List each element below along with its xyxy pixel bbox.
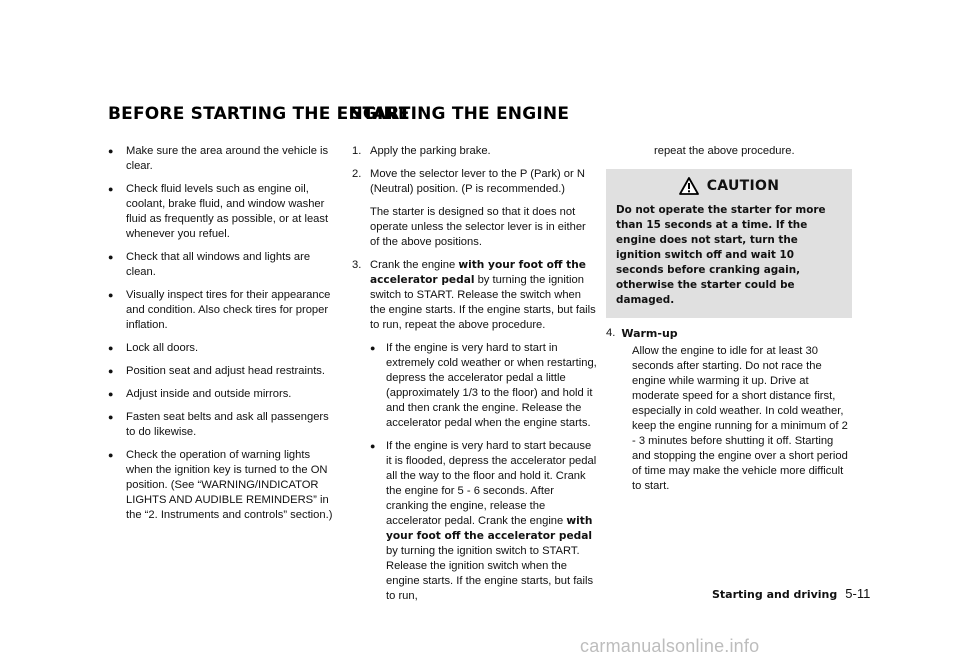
list-item: ● If the engine is very hard to start because it is flooded, depress the accelerator pedal all the way to the floor and hold it. Crank the engine for 5 - 6 seconds. After cranking the engine, release the accelerator pedal. Crank the engine with your foot off the accelerator pedal by turning the ignition switch to START. Release the ignition switch when the engine starts. If the engine starts, but fails to run, [370, 440, 597, 602]
bullet-icon: ● [108, 343, 114, 353]
step-2 [352, 167, 598, 250]
heading-before-starting: BEFORE STARTING THE ENGINE [108, 104, 410, 124]
list-item: ● Check the operation of warning lights when the ignition key is turned to the ON position. (See “WARNING/INDICATOR LIGHTS AND AUDIBLE REMINDERS” in the “2. Instruments and controls” section.) [108, 449, 333, 521]
bullet-icon: ● [108, 290, 114, 300]
caution-title: CAUTION [706, 177, 780, 194]
list-item: ● Lock all doors. [108, 342, 199, 354]
step-text: Crank the engine with your foot off the accelerator pedal by turning the ignition switch to START. Release the switch when the engine starts. If the engine starts, but fails to run, repeat the above procedure. [370, 259, 596, 331]
step-text: Apply the parking brake. [370, 145, 491, 157]
starting-steps [352, 144, 598, 612]
before-starting-checklist [108, 144, 334, 531]
page-number: 5-11 [845, 586, 871, 601]
step-title: Warm-up [621, 327, 678, 340]
footer-section-title: Starting and driving [712, 588, 838, 601]
step-4 [606, 326, 852, 494]
step-text: Allow the engine to idle for at least 30 seconds after starting. Do not race the engine while warming it up. Drive at moderate speed for a short distance first, especially in cold weather. In cold weather, keep the engine running for a minimum of 2 - 3 minutes before shutting it off. Starting and stopping the engine over a short period of time may make the vehicle more difficult to start. [632, 345, 848, 492]
step-note: The starter is designed so that it does not operate unless the selector lever is in either of the above positions. [370, 206, 586, 248]
caution-text: Do not operate the starter for more than 15 seconds at a time. If the engine does not start, turn the ignition switch off and wait 10 seconds before cranking again, otherwise the starter could be damaged. [616, 204, 826, 306]
step-number: 4. [606, 327, 616, 339]
step-1 [352, 144, 598, 159]
bullet-icon: ● [108, 184, 114, 194]
heading-starting-engine: STARTING THE ENGINE [350, 104, 570, 124]
bullet-icon: ● [108, 389, 114, 399]
step-number: 1. [352, 145, 362, 157]
list-item: ● Adjust inside and outside mirrors. [108, 388, 292, 400]
step-number: 2. [352, 168, 362, 180]
list-item: ● Fasten seat belts and ask all passengers to do likewise. [108, 411, 329, 438]
bullet-icon: ● [108, 450, 114, 460]
list-item: ● Visually inspect tires for their appearance and condition. Also check tires for proper inflation. [108, 289, 331, 331]
bullet-icon: ● [370, 343, 376, 353]
step-3-continuation: repeat the above procedure. [654, 145, 795, 157]
list-item: ● Check that all windows and lights are clean. [108, 251, 311, 278]
step-header [606, 326, 852, 341]
list-item: ● Check fluid levels such as engine oil, coolant, brake fluid, and window washer fluid as frequently as possible, or at least whenever you refuel. [108, 183, 329, 240]
step-number: 3. [352, 259, 362, 271]
bullet-icon: ● [108, 412, 114, 422]
watermark: carmanualsonline.info [580, 636, 760, 656]
caution-header [616, 177, 842, 195]
warning-triangle-icon [679, 177, 699, 195]
starting-steps-continued [606, 144, 852, 494]
step-3 [352, 258, 598, 604]
list-item: ● If the engine is very hard to start in extremely cold weather or when restarting, depress the accelerator pedal a little (approximately 1/3 to the floor) and hold it and then crank the engine. Release the accelerator pedal when the engine starts. [370, 342, 597, 429]
bullet-icon: ● [370, 441, 376, 451]
bullet-icon: ● [108, 252, 114, 262]
step-text: Move the selector lever to the P (Park) or N (Neutral) position. (P is recommended.) [370, 168, 585, 195]
list-item: ● Position seat and adjust head restraints. [108, 365, 326, 377]
caution-box [606, 169, 852, 318]
list-item: ● Make sure the area around the vehicle is clear. [108, 145, 329, 172]
bullet-icon: ● [108, 146, 114, 156]
page-footer [712, 586, 870, 601]
bullet-icon: ● [108, 366, 114, 376]
